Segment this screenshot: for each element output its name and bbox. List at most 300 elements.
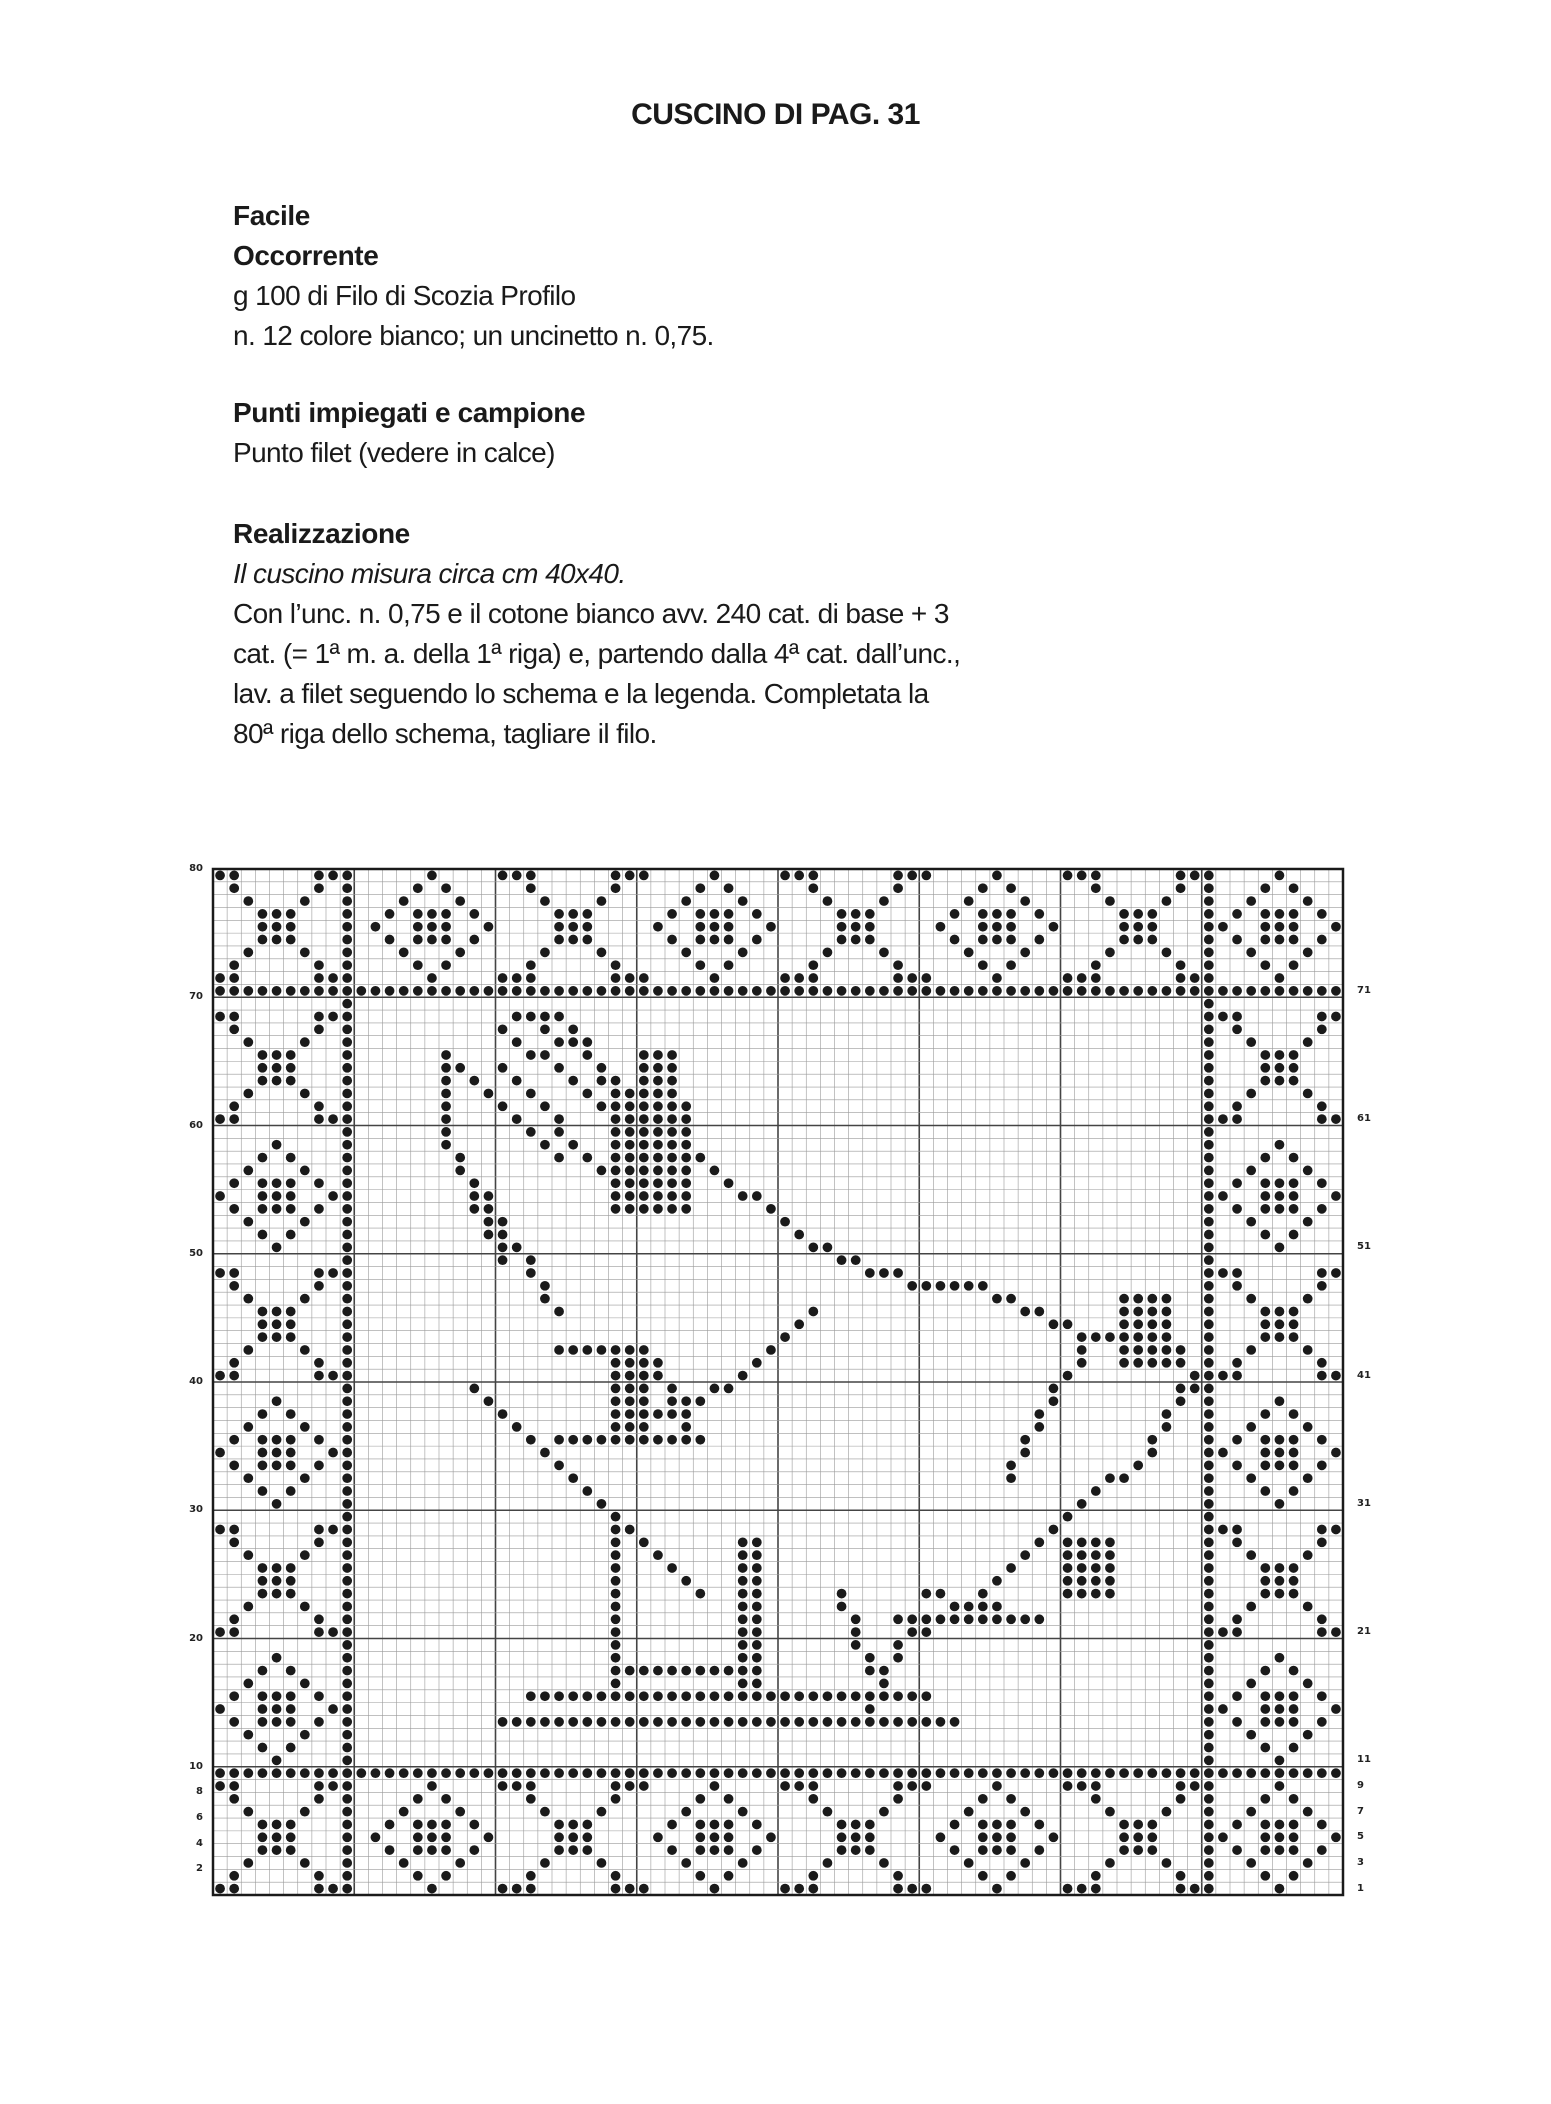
filled-cell	[1260, 1666, 1270, 1676]
filled-cell	[1246, 986, 1256, 996]
filled-cell	[597, 1768, 607, 1778]
filled-cell	[1133, 986, 1143, 996]
filled-cell	[1006, 1614, 1016, 1624]
row-label: 70	[189, 991, 203, 1003]
filled-cell	[653, 1076, 663, 1086]
filled-cell	[286, 1153, 296, 1163]
filled-cell	[611, 1781, 621, 1791]
filled-cell	[964, 1281, 974, 1291]
filled-cell	[611, 1384, 621, 1394]
filled-cell	[1275, 1832, 1285, 1842]
filled-cell	[215, 1371, 225, 1381]
stitches-text: Punto filet (vedere in calce)	[233, 437, 555, 468]
filled-cell	[328, 1704, 338, 1714]
filled-cell	[342, 1653, 352, 1663]
filled-cell	[625, 1101, 635, 1111]
filled-cell	[992, 922, 1002, 932]
filled-cell	[1034, 1422, 1044, 1432]
filled-cell	[342, 1884, 352, 1894]
filled-cell	[823, 1858, 833, 1868]
filled-cell	[526, 1768, 536, 1778]
filled-cell	[808, 1794, 818, 1804]
filled-cell	[1331, 1704, 1341, 1714]
filled-cell	[1034, 986, 1044, 996]
filled-cell	[427, 871, 437, 881]
filled-cell	[314, 1884, 324, 1894]
filled-cell	[695, 1396, 705, 1406]
filled-cell	[780, 1332, 790, 1342]
filled-cell	[611, 1691, 621, 1701]
filled-cell	[1006, 1294, 1016, 1304]
filled-cell	[272, 1820, 282, 1830]
filled-cell	[611, 1435, 621, 1445]
filled-cell	[724, 909, 734, 919]
filled-cell	[1303, 1768, 1313, 1778]
filled-cell	[1275, 1140, 1285, 1150]
filled-cell	[229, 1627, 239, 1637]
filled-cell	[667, 1435, 677, 1445]
filled-cell	[738, 1563, 748, 1573]
filled-cell	[1232, 909, 1242, 919]
filled-cell	[611, 1114, 621, 1124]
filled-cell	[1303, 1550, 1313, 1560]
filled-cell	[653, 1550, 663, 1560]
filled-cell	[229, 1525, 239, 1535]
filled-cell	[1176, 1884, 1186, 1894]
filled-cell	[611, 1345, 621, 1355]
filled-cell	[667, 1845, 677, 1855]
filled-cell	[243, 1294, 253, 1304]
filled-cell	[328, 1884, 338, 1894]
filled-cell	[1218, 986, 1228, 996]
filled-cell	[667, 1178, 677, 1188]
filled-cell	[413, 935, 423, 945]
filled-cell	[568, 1820, 578, 1830]
filled-cell	[272, 1435, 282, 1445]
filled-cell	[229, 1268, 239, 1278]
filled-cell	[611, 1884, 621, 1894]
filled-cell	[484, 1230, 494, 1240]
filled-cell	[766, 986, 776, 996]
filled-cell	[1204, 922, 1214, 932]
filled-cell	[1204, 1166, 1214, 1176]
filled-cell	[1147, 1448, 1157, 1458]
filled-cell	[1147, 1345, 1157, 1355]
filled-cell	[710, 1384, 720, 1394]
filled-cell	[1218, 1627, 1228, 1637]
filled-cell	[639, 1768, 649, 1778]
filled-cell	[1303, 1345, 1313, 1355]
filled-cell	[1034, 1409, 1044, 1419]
filled-cell	[1331, 1114, 1341, 1124]
filled-cell	[1260, 1191, 1270, 1201]
filled-cell	[1275, 1191, 1285, 1201]
filled-cell	[1275, 935, 1285, 945]
filled-cell	[724, 1768, 734, 1778]
filled-cell	[300, 1345, 310, 1355]
filled-cell	[639, 1371, 649, 1381]
filled-cell	[1077, 1576, 1087, 1586]
filled-cell	[427, 1884, 437, 1894]
filled-cell	[611, 1076, 621, 1086]
filled-cell	[342, 1345, 352, 1355]
filled-cell	[342, 1242, 352, 1252]
filled-cell	[314, 1012, 324, 1022]
filled-cell	[978, 1832, 988, 1842]
filled-cell	[837, 1845, 847, 1855]
filled-cell	[1289, 909, 1299, 919]
filled-cell	[681, 1153, 691, 1163]
filled-cell	[752, 1717, 762, 1727]
filled-cell	[950, 1614, 960, 1624]
filled-cell	[1260, 883, 1270, 893]
filled-cell	[695, 1666, 705, 1676]
filled-cell	[498, 1101, 508, 1111]
filled-cell	[653, 1666, 663, 1676]
filled-cell	[695, 1832, 705, 1842]
filled-cell	[611, 1537, 621, 1547]
filled-cell	[1204, 986, 1214, 996]
filled-cell	[681, 1576, 691, 1586]
filled-cell	[385, 935, 395, 945]
filled-cell	[1204, 1640, 1214, 1650]
filled-cell	[992, 871, 1002, 881]
filled-cell	[1204, 1332, 1214, 1342]
filled-cell	[1190, 871, 1200, 881]
filled-cell	[1119, 909, 1129, 919]
filled-cell	[1020, 1614, 1030, 1624]
filled-cell	[582, 922, 592, 932]
filled-cell	[1275, 1781, 1285, 1791]
filled-cell	[794, 1768, 804, 1778]
filled-cell	[724, 1820, 734, 1830]
filled-cell	[1275, 1691, 1285, 1701]
filled-cell	[314, 1691, 324, 1701]
filled-cell	[272, 1755, 282, 1765]
filled-cell	[695, 909, 705, 919]
filled-cell	[258, 1666, 268, 1676]
filled-cell	[1204, 1743, 1214, 1753]
filled-cell	[625, 1409, 635, 1419]
filled-cell	[794, 1884, 804, 1894]
filled-cell	[342, 1730, 352, 1740]
filled-cell	[258, 1768, 268, 1778]
filled-cell	[342, 947, 352, 957]
filled-cell	[639, 1717, 649, 1727]
filled-cell	[766, 1832, 776, 1842]
filled-cell	[851, 1691, 861, 1701]
filled-cell	[1260, 1794, 1270, 1804]
stitches-heading: Punti impiegati e campione	[233, 397, 586, 428]
filled-cell	[681, 1666, 691, 1676]
filled-cell	[286, 1460, 296, 1470]
filled-cell	[879, 947, 889, 957]
filled-cell	[286, 1448, 296, 1458]
filled-cell	[258, 1153, 268, 1163]
filled-cell	[1091, 986, 1101, 996]
filled-cell	[342, 1268, 352, 1278]
filled-cell	[314, 1781, 324, 1791]
filled-cell	[752, 1627, 762, 1637]
filled-cell	[328, 1781, 338, 1791]
filled-cell	[243, 1473, 253, 1483]
filled-cell	[582, 1486, 592, 1496]
filled-cell	[851, 1768, 861, 1778]
difficulty-label: Facile	[233, 200, 310, 231]
filled-cell	[1006, 1768, 1016, 1778]
filled-cell	[328, 1012, 338, 1022]
filled-cell	[554, 1832, 564, 1842]
filled-cell	[653, 1127, 663, 1137]
filled-cell	[1176, 1345, 1186, 1355]
filled-cell	[1331, 1525, 1341, 1535]
filled-cell	[978, 883, 988, 893]
filled-cell	[1133, 1820, 1143, 1830]
filled-cell	[611, 1717, 621, 1727]
filled-cell	[921, 1781, 931, 1791]
filled-cell	[554, 1345, 564, 1355]
filled-cell	[1162, 1768, 1172, 1778]
filled-cell	[1147, 909, 1157, 919]
filled-cell	[229, 1178, 239, 1188]
filled-cell	[1260, 1050, 1270, 1060]
filled-cell	[808, 1768, 818, 1778]
filled-cell	[1105, 1550, 1115, 1560]
filled-cell	[681, 1166, 691, 1176]
filled-cell	[1077, 1499, 1087, 1509]
filled-cell	[1232, 1691, 1242, 1701]
row-label: 7	[1357, 1805, 1364, 1817]
filled-cell	[342, 1807, 352, 1817]
filled-cell	[653, 1063, 663, 1073]
filled-cell	[653, 1101, 663, 1111]
filled-cell	[625, 1204, 635, 1214]
filled-cell	[554, 1820, 564, 1830]
filled-cell	[1204, 1178, 1214, 1188]
filled-cell	[625, 1422, 635, 1432]
filled-cell	[1275, 1499, 1285, 1509]
filled-cell	[738, 1807, 748, 1817]
filled-cell	[597, 1717, 607, 1727]
filled-cell	[1260, 1178, 1270, 1188]
filled-cell	[752, 1537, 762, 1547]
filled-cell	[568, 1845, 578, 1855]
filled-cell	[1204, 1101, 1214, 1111]
filled-cell	[258, 1704, 268, 1714]
filled-cell	[752, 1768, 762, 1778]
filled-cell	[1317, 1012, 1327, 1022]
filled-cell	[865, 1820, 875, 1830]
filled-cell	[978, 1845, 988, 1855]
filled-cell	[1119, 1832, 1129, 1842]
filled-cell	[1204, 999, 1214, 1009]
filled-cell	[526, 1089, 536, 1099]
filled-cell	[554, 1460, 564, 1470]
filled-cell	[1204, 1666, 1214, 1676]
filled-cell	[582, 1691, 592, 1701]
filled-cell	[540, 1140, 550, 1150]
filled-cell	[921, 986, 931, 996]
filled-cell	[1006, 960, 1016, 970]
filled-cell	[1204, 1307, 1214, 1317]
filled-cell	[865, 1691, 875, 1701]
filled-cell	[1204, 1679, 1214, 1689]
filled-cell	[611, 1204, 621, 1214]
filled-cell	[455, 1807, 465, 1817]
filled-cell	[851, 1717, 861, 1727]
filled-cell	[611, 1768, 621, 1778]
filled-cell	[964, 947, 974, 957]
filled-cell	[328, 1371, 338, 1381]
filled-cell	[1063, 1884, 1073, 1894]
filled-cell	[1303, 947, 1313, 957]
filled-cell	[653, 1050, 663, 1060]
filled-cell	[1077, 1332, 1087, 1342]
filled-cell	[611, 1140, 621, 1150]
filled-cell	[1147, 935, 1157, 945]
filled-cell	[1119, 1358, 1129, 1368]
filled-cell	[1232, 1358, 1242, 1368]
filled-cell	[1049, 1319, 1059, 1329]
filled-cell	[780, 973, 790, 983]
row-label: 51	[1357, 1241, 1371, 1253]
filled-cell	[1317, 1717, 1327, 1727]
filled-cell	[667, 1101, 677, 1111]
filled-cell	[1162, 986, 1172, 996]
filled-cell	[272, 1832, 282, 1842]
filled-cell	[611, 1153, 621, 1163]
filled-cell	[1289, 1576, 1299, 1586]
filled-cell	[1303, 1166, 1313, 1176]
filled-cell	[978, 922, 988, 932]
filled-cell	[215, 1012, 225, 1022]
filled-cell	[385, 1845, 395, 1855]
filled-cell	[1218, 1704, 1228, 1714]
filled-cell	[837, 1768, 847, 1778]
filled-cell	[498, 1781, 508, 1791]
filled-cell	[681, 1858, 691, 1868]
filled-cell	[1063, 1576, 1073, 1586]
filled-cell	[1331, 1371, 1341, 1381]
filled-cell	[1317, 1435, 1327, 1445]
filled-cell	[724, 935, 734, 945]
filled-cell	[568, 1768, 578, 1778]
filled-cell	[625, 1396, 635, 1406]
filled-cell	[427, 973, 437, 983]
filled-cell	[258, 1332, 268, 1342]
filled-cell	[625, 1153, 635, 1163]
filled-cell	[1147, 1845, 1157, 1855]
filled-cell	[1246, 1037, 1256, 1047]
filled-cell	[1275, 1768, 1285, 1778]
filled-cell	[554, 1127, 564, 1137]
filled-cell	[667, 1076, 677, 1086]
filled-cell	[978, 935, 988, 945]
filled-cell	[229, 1281, 239, 1291]
filled-cell	[286, 1820, 296, 1830]
row-label: 60	[189, 1119, 203, 1131]
filled-cell	[215, 1627, 225, 1637]
filled-cell	[441, 883, 451, 893]
filled-cell	[1289, 1768, 1299, 1778]
filled-cell	[1246, 947, 1256, 957]
filled-cell	[469, 1178, 479, 1188]
filled-cell	[724, 986, 734, 996]
filled-cell	[215, 1268, 225, 1278]
filled-cell	[907, 1627, 917, 1637]
filled-cell	[921, 1691, 931, 1701]
filled-cell	[286, 922, 296, 932]
filled-cell	[582, 986, 592, 996]
filled-cell	[1049, 1768, 1059, 1778]
filled-cell	[1091, 1550, 1101, 1560]
filled-cell	[992, 1768, 1002, 1778]
filled-cell	[653, 1768, 663, 1778]
filled-cell	[342, 1101, 352, 1111]
filled-cell	[1204, 1076, 1214, 1086]
filled-cell	[893, 1614, 903, 1624]
filled-cell	[328, 1114, 338, 1124]
filled-cell	[498, 973, 508, 983]
filled-cell	[272, 1076, 282, 1086]
filled-cell	[653, 986, 663, 996]
filled-cell	[441, 1768, 451, 1778]
filled-cell	[1218, 1012, 1228, 1022]
filled-cell	[1204, 909, 1214, 919]
filled-cell	[568, 1037, 578, 1047]
filled-cell	[243, 986, 253, 996]
filled-cell	[794, 1781, 804, 1791]
filled-cell	[625, 986, 635, 996]
filled-cell	[554, 1768, 564, 1778]
filled-cell	[710, 1666, 720, 1676]
filled-cell	[625, 1781, 635, 1791]
filled-cell	[272, 986, 282, 996]
filled-cell	[936, 986, 946, 996]
filled-cell	[342, 1166, 352, 1176]
filled-cell	[695, 1845, 705, 1855]
filled-cell	[907, 1717, 917, 1727]
filled-cell	[1204, 947, 1214, 957]
filled-cell	[950, 1717, 960, 1727]
filled-cell	[851, 1614, 861, 1624]
filled-cell	[766, 1717, 776, 1727]
filled-cell	[738, 1576, 748, 1586]
filled-cell	[526, 1127, 536, 1137]
filled-cell	[1204, 1832, 1214, 1842]
filled-cell	[441, 1140, 451, 1150]
filled-cell	[893, 883, 903, 893]
filled-cell	[639, 1101, 649, 1111]
filled-cell	[1232, 1281, 1242, 1291]
filled-cell	[639, 1884, 649, 1894]
filled-cell	[794, 986, 804, 996]
filled-cell	[695, 922, 705, 932]
filled-cell	[229, 1101, 239, 1111]
filled-cell	[413, 1871, 423, 1881]
filled-cell	[681, 1191, 691, 1201]
filled-cell	[342, 1602, 352, 1612]
filled-cell	[921, 1768, 931, 1778]
filled-cell	[1317, 986, 1327, 996]
filled-cell	[695, 1794, 705, 1804]
filled-cell	[1289, 1871, 1299, 1881]
filled-cell	[611, 1512, 621, 1522]
filled-cell	[752, 1614, 762, 1624]
filled-cell	[413, 1845, 423, 1855]
filled-cell	[300, 1858, 310, 1868]
filled-cell	[441, 1871, 451, 1881]
